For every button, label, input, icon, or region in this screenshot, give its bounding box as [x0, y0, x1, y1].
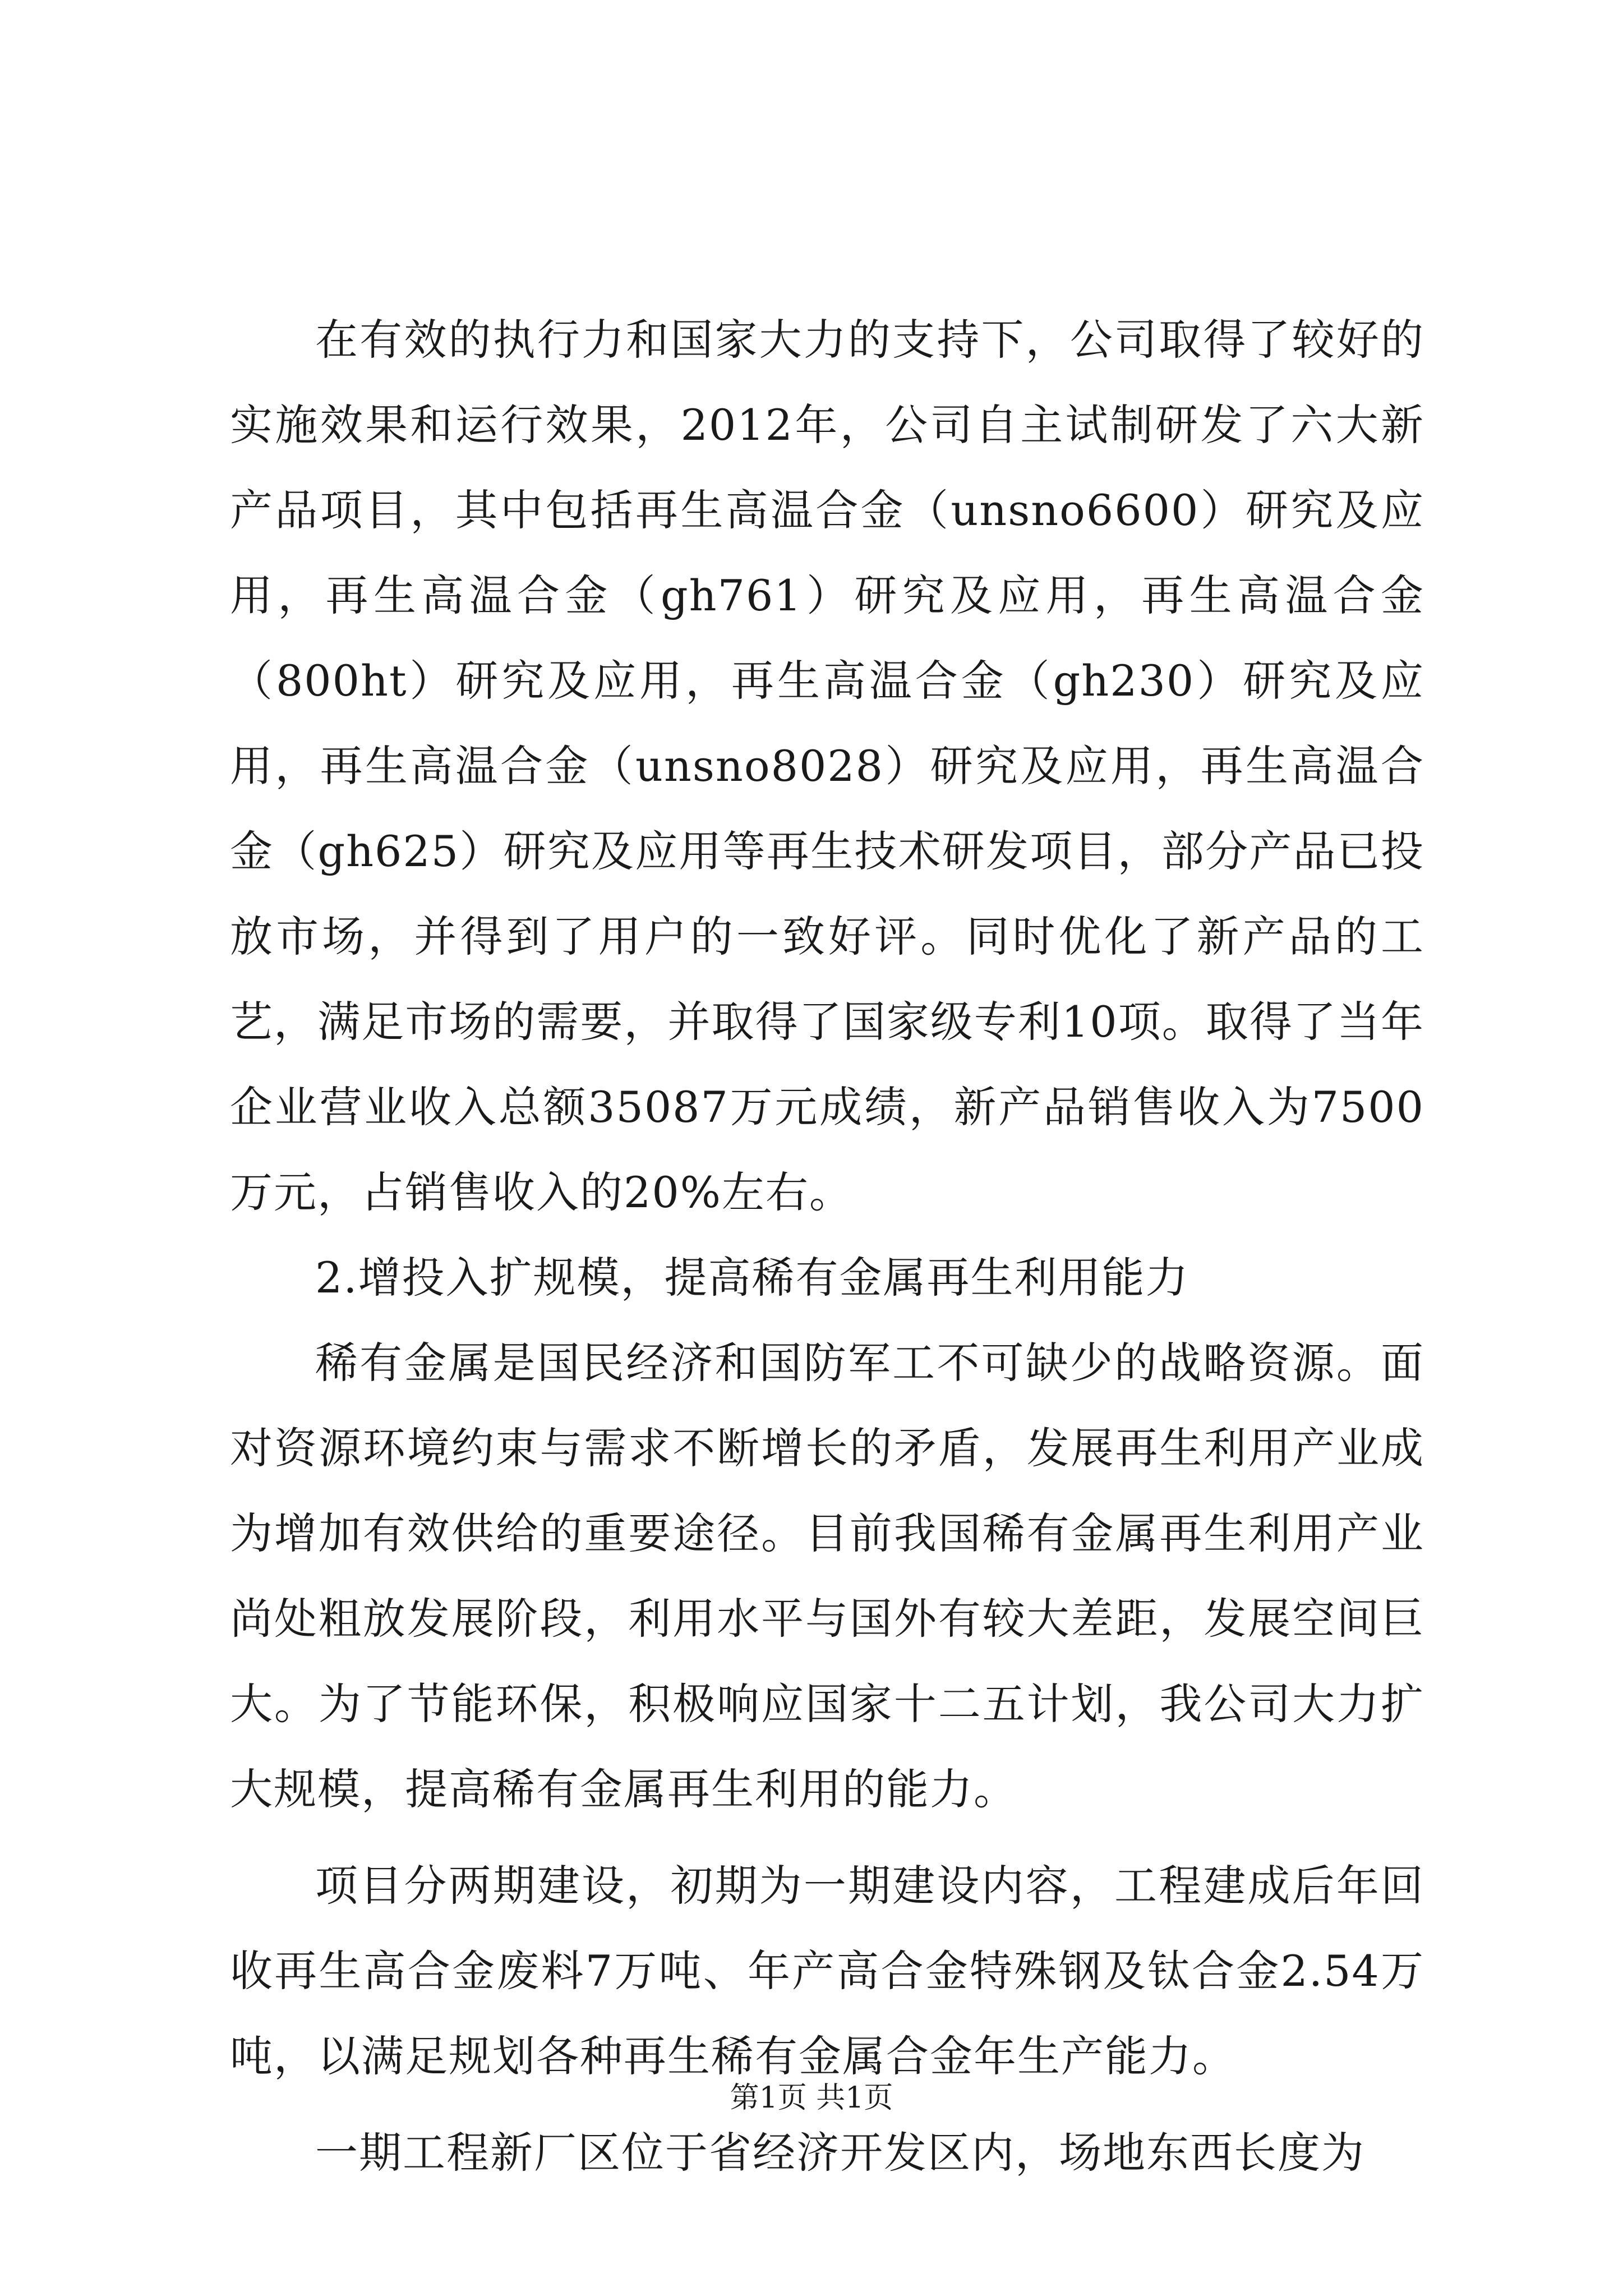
section-heading: 2.增投入扩规模，提高稀有金属再生利用能力 [315, 1253, 1189, 1303]
paragraph-rare-metals: 稀有金属是国民经济和国防军工不可缺少的战略资源。面对资源环境约束与需求不断增长的矛盾，发展再生利用产业成为增加有效供给的重要途径。目前我国稀有金属再生利用产业尚处粗放发展阶段，利用水平与国外有较大差距，发展空间巨大。为了节能环保，积极响应国家十二五计划，我公司大力扩大规模，提高稀有金属再生利用的能力。 [230, 1338, 1424, 1814]
paragraph-project-phases: 项目分两期建设，初期为一期建设内容，工程建成后年回收再生高合金废料7万吨、年产高合金特殊钢及钛合金2.54万吨，以满足规划各种再生稀有金属合金年生产能力。 [230, 1861, 1424, 2081]
document-body [230, 297, 1424, 2196]
paragraph-achievements: 在有效的执行力和国家大力的支持下，公司取得了较好的实施效果和运行效果，2012年，公司自主试制研发了六大新产品项目，其中包括再生高温合金（unsno6600）研究及应用，再生高温合金（gh761）研究及应用，再生高温合金（800ht）研究及应用，再生高温合金（gh230）研究及应用，再生高温合金（unsno8028）研究及应用，再生高温合金（gh625）研究及应用等再生技术研发项目，部分产品已投放市场，并得到了用户的一致好评。同时优化了新产品的工艺，满足市场的需要，并取得了国家级专利10项。取得了当年企业营业收入总额35087万元成绩，新产品销售收入为7500万元，占销售收入的20%左右。 [230, 315, 1424, 1217]
paragraph-gap [230, 1832, 1424, 1843]
paragraph-phase-one-site: 一期工程新厂区位于省经济开发区内，场地东西长度为 [315, 2128, 1365, 2178]
page-number-footer: 第1页 共1页 [730, 2081, 893, 2115]
